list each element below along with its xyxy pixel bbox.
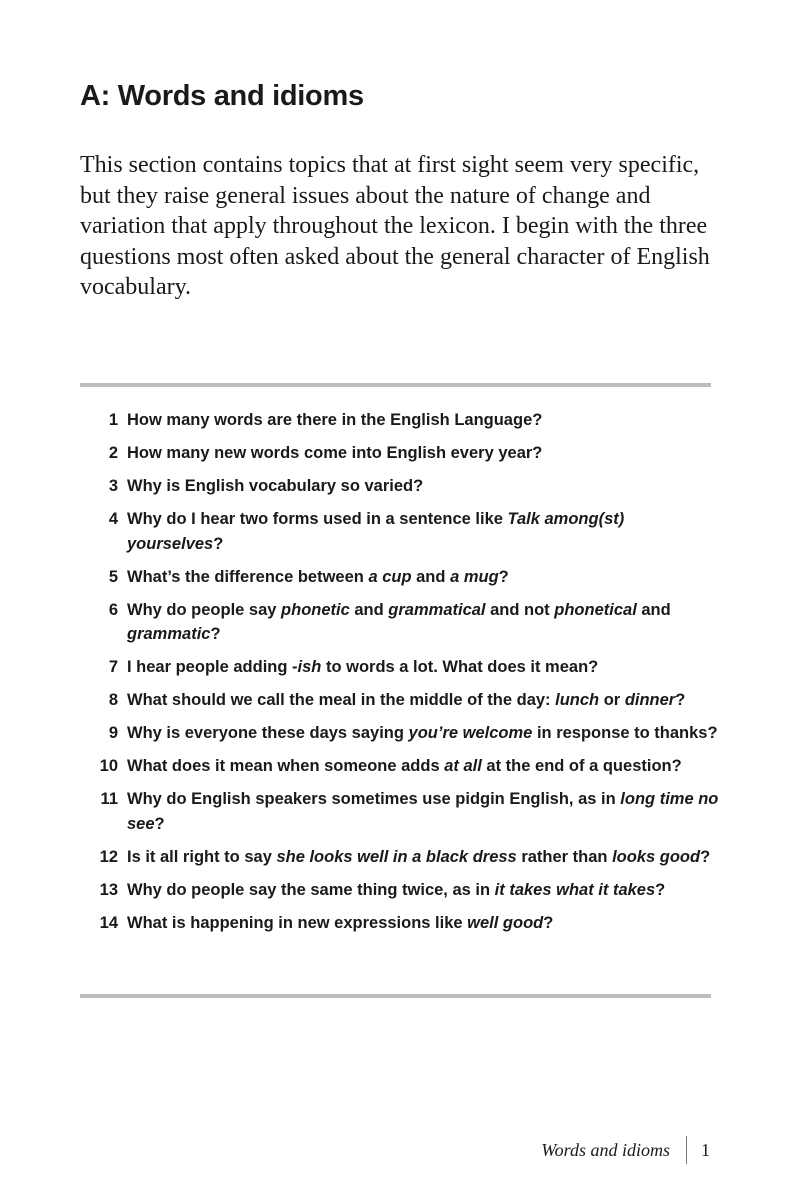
- question-italic-text: grammatical: [388, 600, 486, 619]
- question-number-label: 2: [108, 444, 118, 462]
- section-title: A: Words and idioms: [80, 80, 364, 112]
- question-item: [80, 878, 720, 903]
- question-text-run: ?: [154, 814, 165, 833]
- question-text-run: and: [411, 567, 451, 586]
- question-text-run: What is happening in new expressions like: [127, 913, 468, 932]
- question-text-run: at the end of a question?: [481, 757, 682, 775]
- question-item: [80, 845, 720, 870]
- question-text: [118, 721, 720, 746]
- question-italic-text: phonetic: [281, 600, 350, 619]
- question-text-run: Is it all right to say: [127, 847, 277, 866]
- question-item: [80, 911, 720, 936]
- running-title: Words and idioms: [541, 1139, 670, 1160]
- question-text-run: and not: [485, 600, 555, 619]
- question-number-label: 13: [99, 880, 118, 899]
- question-text-run: How many new words come into English every year?: [127, 444, 543, 462]
- question-item: [80, 787, 720, 836]
- question-text-run: ?: [543, 913, 554, 932]
- question-italic-text: a mug: [450, 567, 499, 586]
- question-text: [118, 474, 720, 499]
- question-text-run: and: [349, 600, 389, 619]
- question-number-label: 4: [108, 510, 118, 528]
- question-number-label: 10: [99, 757, 118, 775]
- question-item: [80, 474, 720, 499]
- question-number: [80, 787, 118, 836]
- question-italic-text: looks good: [612, 847, 701, 866]
- section-intro: This section contains topics that at first sight seem very specific, but they raise general issues about the nature of change and variation that apply throughout the lexicon. I begin with the three questions most often asked about the general character of English vocabulary.: [80, 152, 710, 300]
- question-text-run: Why do people say: [127, 600, 282, 619]
- question-number: [80, 507, 118, 556]
- question-number-label: 7: [108, 658, 118, 676]
- question-item: [80, 655, 720, 680]
- question-item: [80, 721, 720, 746]
- question-text: [118, 655, 720, 680]
- question-text-run: I hear people adding: [127, 658, 293, 676]
- question-italic-text: it takes what it takes: [494, 880, 656, 899]
- question-number-label: 9: [108, 724, 118, 742]
- question-item: [80, 598, 720, 647]
- question-text-run: What does it mean when someone adds: [127, 757, 445, 775]
- question-text-run: ?: [655, 880, 666, 899]
- question-text: [118, 565, 720, 590]
- question-text: [118, 911, 720, 936]
- question-number-label: 1: [108, 411, 118, 429]
- question-text: [118, 688, 720, 713]
- question-text: [118, 754, 720, 779]
- question-italic-text: a cup: [368, 567, 412, 586]
- question-text: [118, 845, 720, 870]
- question-number-label: 5: [108, 567, 118, 586]
- question-list: [80, 408, 720, 944]
- question-text-run: Why is everyone these days saying: [127, 724, 409, 742]
- question-text-run: or: [599, 691, 625, 709]
- question-text-run: ?: [213, 534, 224, 553]
- question-text-run: ?: [700, 847, 711, 866]
- question-number-label: 3: [108, 477, 118, 495]
- question-number: [80, 474, 118, 499]
- question-text-run: ?: [210, 625, 221, 643]
- question-item: [80, 565, 720, 590]
- page-footer: [541, 1136, 710, 1164]
- question-item: [80, 408, 720, 433]
- question-italic-text: grammatic: [127, 625, 211, 643]
- question-italic-text: she looks well in a black dress: [276, 847, 517, 866]
- question-italic-text: well good: [467, 913, 544, 932]
- question-text: [118, 787, 720, 836]
- question-item: [80, 688, 720, 713]
- question-italic-text: Talk among(st) yourselves: [127, 510, 625, 553]
- question-text-run: ?: [675, 691, 686, 709]
- question-number-label: 6: [108, 600, 118, 619]
- question-text-run: Why do I hear two forms used in a sentence like: [127, 510, 508, 528]
- question-item: [80, 507, 720, 556]
- question-number: [80, 878, 118, 903]
- question-italic-text: dinner: [624, 691, 676, 709]
- question-number: [80, 441, 118, 466]
- question-italic-text: you’re welcome: [408, 724, 533, 742]
- top-rule: [80, 383, 711, 387]
- question-italic-text: -ish: [292, 658, 322, 676]
- question-text-run: Why do English speakers sometimes use pidgin English, as in: [127, 790, 621, 808]
- question-number: [80, 754, 118, 779]
- question-text-run: to words a lot. What does it mean?: [321, 658, 599, 676]
- question-number: [80, 408, 118, 433]
- question-italic-text: long time no see: [127, 790, 719, 833]
- question-text-run: in response to thanks?: [532, 724, 718, 742]
- bottom-rule: [80, 994, 711, 998]
- question-text-run: Why do people say the same thing twice, as in: [127, 880, 495, 899]
- question-number: [80, 598, 118, 647]
- question-number-label: 11: [100, 790, 118, 808]
- question-text-run: What’s the difference between: [127, 567, 369, 586]
- question-number: [80, 911, 118, 936]
- question-text: [118, 598, 720, 647]
- question-text: [118, 408, 720, 433]
- question-text: [118, 507, 720, 556]
- question-number: [80, 655, 118, 680]
- question-italic-text: phonetical: [554, 600, 637, 619]
- question-text-run: Why is English vocabulary so varied?: [127, 477, 424, 495]
- question-text-run: and: [636, 600, 671, 619]
- question-text-run: What should we call the meal in the middle of the day:: [127, 691, 556, 709]
- question-number-label: 12: [99, 847, 118, 866]
- question-number-label: 14: [99, 913, 118, 932]
- question-italic-text: lunch: [555, 691, 600, 709]
- question-item: [80, 754, 720, 779]
- question-italic-text: at all: [444, 757, 482, 775]
- question-text: [118, 878, 720, 903]
- question-number: [80, 845, 118, 870]
- question-number: [80, 688, 118, 713]
- question-text: [118, 441, 720, 466]
- question-text-run: How many words are there in the English Language?: [127, 411, 543, 429]
- question-text-run: ?: [498, 567, 509, 586]
- question-text-run: rather than: [516, 847, 613, 866]
- question-number: [80, 721, 118, 746]
- footer-divider: [686, 1136, 687, 1164]
- question-number-label: 8: [108, 691, 118, 709]
- page-number: 1: [701, 1139, 710, 1160]
- question-number: [80, 565, 118, 590]
- question-item: [80, 441, 720, 466]
